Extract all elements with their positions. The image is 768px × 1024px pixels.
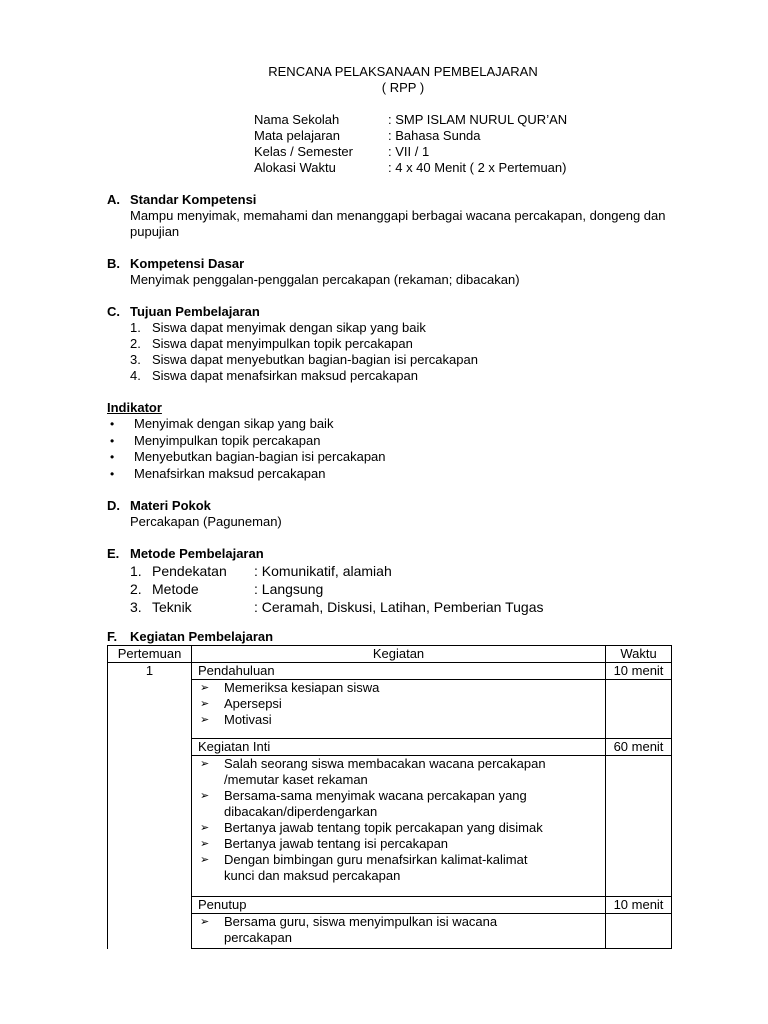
table-row: [108, 680, 672, 739]
phase-title-pendahuluan: Pendahuluan: [192, 663, 606, 680]
metode-value: : Ceramah, Diskusi, Latihan, Pemberian Tugas: [254, 599, 544, 615]
arrow-icon: ➢: [200, 714, 210, 726]
section-letter-a: A.: [107, 192, 120, 207]
identity-label-school: Nama Sekolah: [254, 112, 340, 127]
list-item: ➢ Bersama-sama menyimak wacana percakapan yang dibacakan/diperdengarkan: [200, 788, 527, 819]
phase-items-penutup: [192, 914, 606, 949]
metode-value: : Komunikatif, alamiah: [254, 563, 392, 579]
header-waktu: Waktu: [606, 646, 672, 663]
phase-items-pendahuluan: [192, 680, 606, 739]
meeting-number: 1: [108, 663, 192, 949]
empty-cell: [606, 756, 672, 897]
bullet-icon: •: [110, 434, 115, 448]
identity-value-school: : SMP ISLAM NURUL QUR’AN: [388, 112, 568, 127]
section-title-indikator: Indikator: [107, 400, 162, 415]
bullet-icon: •: [110, 467, 115, 481]
arrow-icon: ➢: [200, 854, 210, 866]
metode-num: 2.: [130, 581, 142, 597]
indikator-item: Menafsirkan maksud percakapan: [134, 466, 326, 481]
section-text-materi: Percakapan (Paguneman): [130, 514, 282, 529]
list-item: ➢ Salah seorang siswa membacakan wacana percakapan /memutar kaset rekaman: [200, 756, 546, 787]
table-row: [108, 914, 672, 949]
metode-label: Metode: [152, 581, 199, 597]
phase-time-pendahuluan: 10 menit: [606, 663, 672, 680]
empty-cell: [606, 680, 672, 739]
kegiatan-table: [107, 645, 672, 949]
section-text-kompetensi: Menyimak penggalan-penggalan percakapan (rekaman; dibacakan): [130, 272, 520, 287]
identity-value-time: : 4 x 40 Menit ( 2 x Pertemuan): [388, 160, 567, 175]
phase-time-penutup: 10 menit: [606, 897, 672, 914]
identity-label-time: Alokasi Waktu: [254, 160, 336, 175]
section-letter-c: C.: [107, 304, 120, 319]
section-text-standar-2: pupujian: [130, 224, 180, 239]
section-letter-b: B.: [107, 256, 120, 271]
arrow-icon: ➢: [200, 758, 210, 770]
metode-label: Teknik: [152, 599, 192, 615]
identity-label-subject: Mata pelajaran: [254, 128, 340, 143]
section-title-kompetensi: Kompetensi Dasar: [130, 256, 245, 271]
arrow-icon: ➢: [200, 790, 210, 802]
phase-title-penutup: Penutup: [192, 897, 606, 914]
table-row: [108, 897, 672, 914]
phase-items-inti: [192, 756, 606, 897]
tujuan-num: 2.: [130, 336, 141, 351]
identity-label-class: Kelas / Semester: [254, 144, 353, 159]
metode-num: 3.: [130, 599, 142, 615]
list-item: ➢ Motivasi: [200, 712, 272, 727]
arrow-icon: ➢: [200, 682, 210, 694]
arrow-icon: ➢: [200, 838, 210, 850]
table-header-row: [108, 646, 672, 663]
section-text-standar-1: Mampu menyimak, memahami dan menanggapi berbagai wacana percakapan, dongeng dan: [130, 208, 666, 223]
header-kegiatan: Kegiatan: [192, 646, 606, 663]
section-title-tujuan: Tujuan Pembelajaran: [130, 304, 260, 319]
empty-cell: [606, 914, 672, 949]
list-item: ➢ Apersepsi: [200, 696, 282, 711]
tujuan-item: Siswa dapat menyimak dengan sikap yang baik: [152, 320, 426, 335]
section-letter-f: F.: [107, 629, 118, 644]
tujuan-item: Siswa dapat menafsirkan maksud percakapan: [152, 368, 418, 383]
tujuan-num: 3.: [130, 352, 141, 367]
tujuan-item: Siswa dapat menyimpulkan topik percakapan: [152, 336, 413, 351]
list-item: ➢ Bertanya jawab tentang isi percakapan: [200, 836, 449, 851]
tujuan-num: 4.: [130, 368, 141, 383]
indikator-item: Menyebutkan bagian-bagian isi percakapan: [134, 449, 386, 464]
section-title-materi: Materi Pokok: [130, 498, 211, 513]
document-subtitle: ( RPP ): [381, 80, 425, 95]
table-row: [108, 756, 672, 897]
section-letter-d: D.: [107, 498, 120, 513]
arrow-icon: ➢: [200, 916, 210, 928]
identity-value-subject: : Bahasa Sunda: [388, 128, 481, 143]
header-pertemuan: Pertemuan: [108, 646, 192, 663]
document-title: RENCANA PELAKSANAAN PEMBELAJARAN: [268, 64, 538, 79]
indikator-item: Menyimak dengan sikap yang baik: [134, 416, 334, 431]
arrow-icon: ➢: [200, 822, 210, 834]
arrow-icon: ➢: [200, 698, 210, 710]
bullet-icon: •: [110, 417, 115, 431]
table-row: [108, 739, 672, 756]
list-item: ➢ Dengan bimbingan guru menafsirkan kalimat-kalimat kunci dan maksud percakapan: [200, 852, 528, 883]
metode-label: Pendekatan: [152, 563, 227, 579]
list-item: ➢ Bertanya jawab tentang topik percakapan yang disimak: [200, 820, 543, 835]
phase-title-inti: Kegiatan Inti: [192, 739, 606, 756]
section-letter-e: E.: [107, 546, 120, 561]
phase-time-inti: 60 menit: [606, 739, 672, 756]
metode-value: : Langsung: [254, 581, 324, 597]
section-title-standar: Standar Kompetensi: [130, 192, 257, 207]
table-row: [108, 663, 672, 680]
section-title-kegiatan: Kegiatan Pembelajaran: [130, 629, 274, 644]
list-item: ➢ Bersama guru, siswa menyimpulkan isi wacana percakapan: [200, 914, 498, 945]
tujuan-num: 1.: [130, 320, 141, 335]
bullet-icon: •: [110, 450, 115, 464]
indikator-item: Menyimpulkan topik percakapan: [134, 433, 321, 448]
identity-value-class: : VII / 1: [388, 144, 430, 159]
tujuan-item: Siswa dapat menyebutkan bagian-bagian isi percakapan: [152, 352, 478, 367]
section-title-metode: Metode Pembelajaran: [130, 546, 264, 561]
metode-num: 1.: [130, 563, 142, 579]
list-item: ➢ Memeriksa kesiapan siswa: [200, 680, 380, 695]
